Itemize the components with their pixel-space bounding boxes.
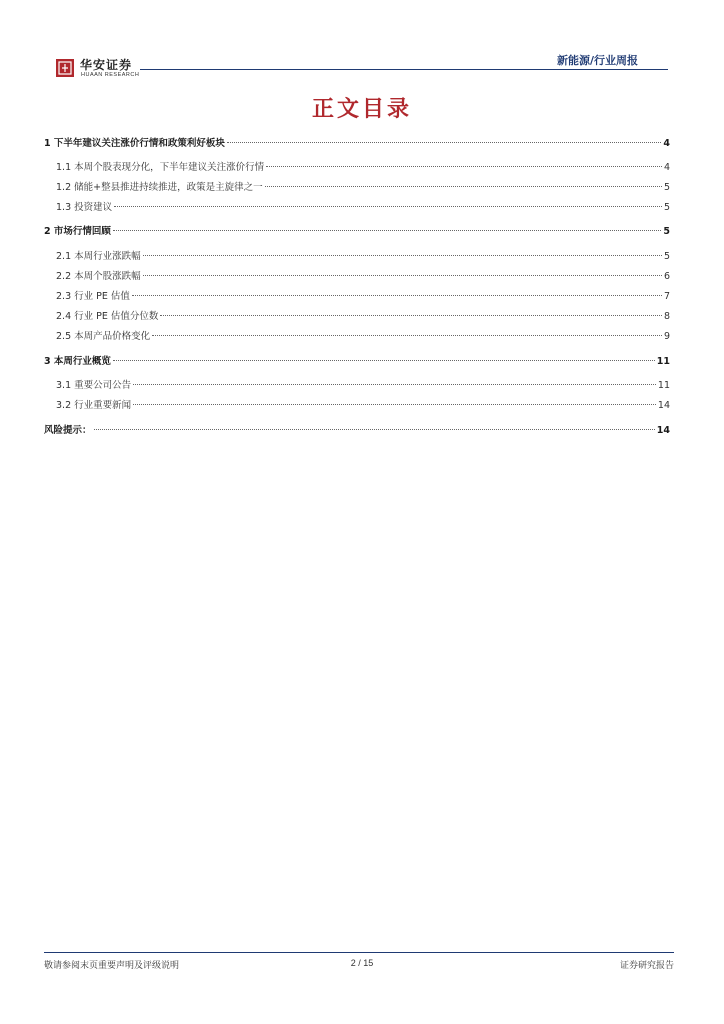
toc-entry-label: 2.2 本周个股涨跌幅 [56, 271, 141, 282]
footer-divider [44, 952, 674, 953]
toc-entry-label: 2 市场行情回顾 [44, 226, 111, 237]
toc-entry[interactable] [44, 353, 670, 373]
toc-entry-label: 3 本周行业概览 [44, 356, 111, 367]
toc-leader [133, 384, 656, 385]
toc-entry[interactable] [56, 288, 670, 308]
toc-entry-page: 14 [656, 425, 670, 436]
toc-entry-page: 4 [663, 138, 670, 149]
toc-leader [265, 186, 662, 187]
toc-entry[interactable] [56, 248, 670, 268]
toc-entry-page: 5 [663, 202, 670, 213]
toc-leader [143, 255, 662, 256]
toc-entry-label: 1.1 本周个股表现分化，下半年建议关注涨价行情 [56, 162, 265, 173]
toc-entry[interactable] [56, 308, 670, 328]
toc-entry-page: 11 [656, 356, 670, 367]
toc-leader [114, 206, 662, 207]
toc-entry-label: 1.2 储能+整县推进持续推进，政策是主旋律之一 [56, 182, 263, 193]
toc-leader [227, 142, 661, 143]
page-number: 2 / 15 [350, 958, 374, 968]
toc-entry[interactable] [56, 377, 670, 397]
toc-entry[interactable] [44, 422, 670, 442]
toc-leader [160, 315, 662, 316]
toc-leader [132, 295, 662, 296]
toc-leader [152, 335, 662, 336]
toc-entry-label: 2.1 本周行业涨跌幅 [56, 251, 141, 262]
toc-entry[interactable] [56, 328, 670, 348]
toc-entry-label: 1.3 投资建议 [56, 202, 113, 213]
toc-entry[interactable] [56, 268, 670, 288]
toc-entry[interactable] [44, 223, 670, 243]
report-type-label: 新能源/行业周报 [556, 54, 638, 67]
toc-entry-label: 2.5 本周产品价格变化 [56, 331, 151, 342]
report-category: 证券研究报告 [619, 961, 674, 971]
toc-entry-label: 3.2 行业重要新闻 [56, 400, 132, 411]
disclaimer-note: 敬请参阅末页重要声明及评级说明 [44, 961, 180, 971]
toc-leader [266, 166, 662, 167]
toc-title: 正文目录 [311, 96, 412, 122]
toc-entry[interactable] [44, 135, 670, 155]
toc-entry-label: 3.1 重要公司公告 [56, 380, 132, 391]
toc-entry-page: 8 [663, 311, 670, 322]
toc-entry-page: 5 [663, 182, 670, 193]
toc-leader [133, 404, 656, 405]
toc-leader [113, 230, 661, 231]
toc-entry-page: 11 [657, 380, 670, 391]
toc-entry[interactable] [56, 179, 670, 199]
toc-leader [143, 275, 662, 276]
toc-leader [113, 360, 655, 361]
toc-entry[interactable] [56, 159, 670, 179]
toc-entry-label: 1 下半年建议关注涨价行情和政策利好板块 [44, 138, 225, 149]
toc-entry-page: 5 [663, 251, 670, 262]
toc-entry-page: 9 [663, 331, 670, 342]
logo-subtext: HUAAN RESEARCH [81, 72, 140, 78]
toc-entry-page: 7 [663, 291, 670, 302]
toc-entry[interactable] [56, 397, 670, 417]
toc-entry-label: 风险提示： [44, 425, 92, 436]
toc-entry-page: 5 [663, 226, 670, 237]
logo-text: 华安证券 [80, 58, 133, 72]
header-divider [140, 69, 668, 70]
logo-icon [56, 59, 74, 77]
toc-entry-label: 2.4 行业 PE 估值分位数 [56, 311, 159, 322]
page-header [52, 52, 668, 84]
toc-entry-page: 4 [663, 162, 670, 173]
toc-entry-page: 14 [657, 400, 670, 411]
toc-entry-page: 6 [663, 271, 670, 282]
toc-entry-label: 2.3 行业 PE 估值 [56, 291, 130, 302]
toc-leader [94, 429, 655, 430]
toc-entry[interactable] [56, 199, 670, 219]
